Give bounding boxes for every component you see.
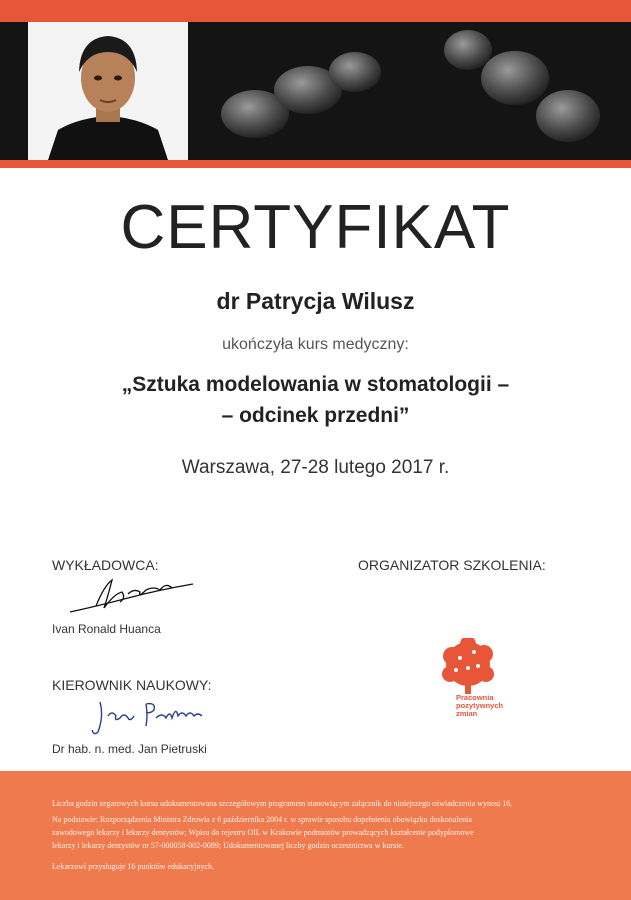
organizer-logo-line1: Pracownia [456,693,494,702]
teeth-photo [190,22,631,160]
course-title-line2: – odcinek przedni” [221,404,410,427]
header-banner [0,22,631,160]
scientific-supervisor-signature [90,696,210,740]
lecturer-photo [28,22,188,160]
completed-line: ukończyła kurs medyczny: [222,336,409,353]
organizer-label: ORGANIZATOR SZKOLENIA: [358,557,546,573]
teeth-image [190,22,631,160]
organizer-logo-line3: zmian [456,709,478,718]
certificate-title: CERTYFIKAT [120,193,511,262]
course-title-line1: „Sztuka modelowania w stomatologii – [121,373,510,396]
scientific-supervisor-label: KIEROWNIK NAUKOWY: [52,677,212,693]
scientific-supervisor-name: Dr hab. n. med. Jan Pietruski [52,742,207,756]
footer-legal-line2: zawodowego lekarzy i lekarzy dentystów; Wpisu do rejestru OIL w Krakowie podmiotów prowadzących kształcenie podyplomowe [52,828,474,837]
lecturer-label: WYKŁADOWCA: [52,557,159,573]
organizer-logo-line2: pozytywnych [456,701,504,710]
place-date: Warszawa, 27-28 lutego 2017 r. [181,457,450,478]
header-accent-line [0,160,631,168]
footer-legal-line3: lekarzy i lekarzy dentystów nr 57-000058-002-0089; Udokumentowanej liczby godzin uczestnictwa w kursie. [52,841,404,850]
top-accent-bar [0,0,631,22]
recipient-name: dr Patrycja Wilusz [216,288,415,314]
footer-points-text: Lekarzowi przysługuje 16 punktów edukacyjnych. [52,862,214,871]
organizer-logo-text [456,694,526,718]
lecturer-signature [68,572,198,620]
portrait-image [28,22,188,160]
lecturer-name: Ivan Ronald Huanca [52,622,161,636]
footer-hours-text: Liczba godzin zegarowych kursu udokumentowana szczegółowym programem stanowiącym załącznik do niniejszego oświadczenia wynosi 16. [52,799,513,808]
footer-legal-line1: Na podstawie: Rozporządzenia Ministra Zdrowia z 6 października 2004 r. w sprawie sposobu dopełnienia obowiązku doskonalenia [52,815,472,824]
footer-band [0,771,631,900]
